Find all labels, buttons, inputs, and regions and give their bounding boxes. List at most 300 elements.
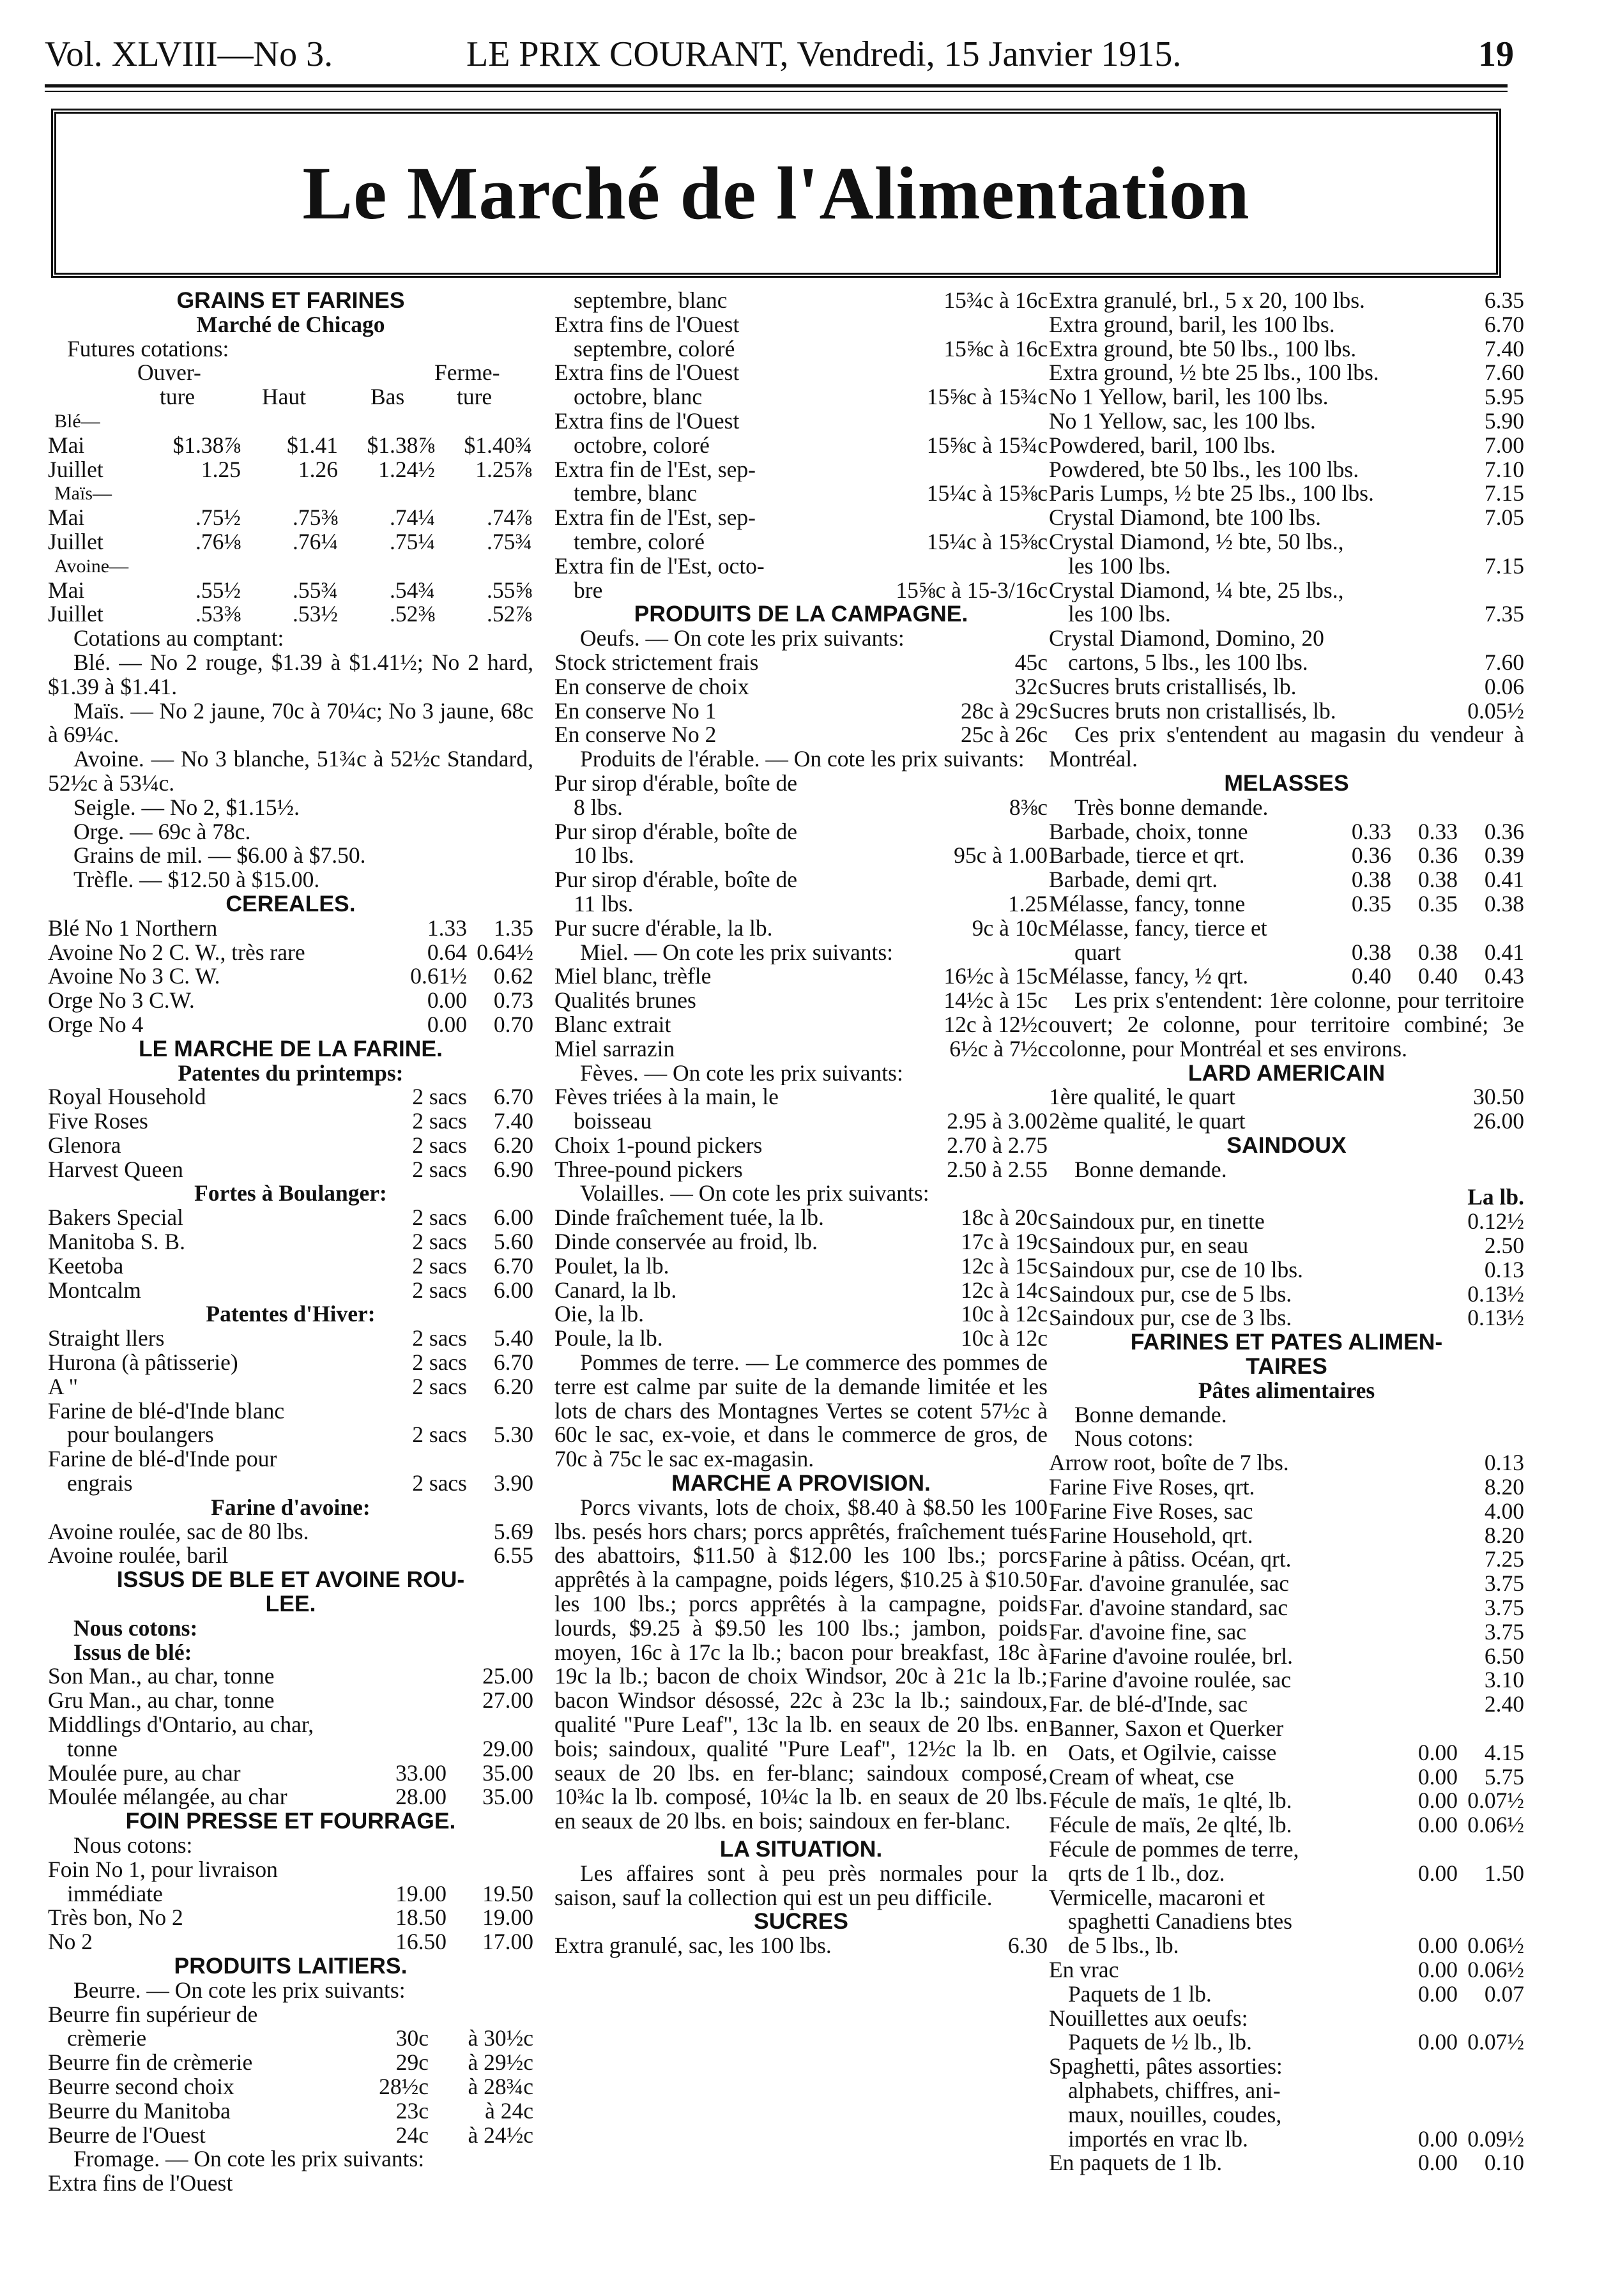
list-item — [1049, 820, 1524, 844]
item-label: Stock strictement frais — [554, 650, 759, 675]
futures-label: Futures cotations: — [67, 337, 229, 361]
list-item — [1049, 337, 1524, 361]
paragraph: Seigle. — No 2, $1.15½. — [73, 794, 300, 820]
item-label: Royal Household — [48, 1085, 206, 1110]
list-item — [48, 1544, 533, 1568]
molasses-list — [1049, 820, 1524, 916]
item-value: 12c à 12½c — [943, 1012, 1048, 1037]
item-label: Farine d'avoine roulée, sac — [1049, 1668, 1291, 1693]
paragraph: Beurre. — On cote les prix suivants: — [73, 1978, 406, 2003]
list-item — [1049, 1500, 1524, 1524]
item-value: 8⅜c — [1009, 795, 1048, 820]
item-label: Farine à pâtiss. Océan, qrt. — [1049, 1547, 1292, 1572]
list-item — [1049, 313, 1524, 337]
list-item — [1049, 675, 1524, 699]
item-value: 5.90 — [1484, 409, 1524, 434]
section-heading: LE MARCHE DE LA FARINE. — [139, 1035, 443, 1061]
item-value: 95c à 1.00 — [954, 844, 1048, 869]
list-item: tonne 29.00 — [67, 1737, 533, 1761]
list-item — [554, 1230, 1048, 1254]
item-value: 14½c à 15c — [943, 989, 1048, 1013]
item-value: 18.50 — [395, 1906, 447, 1931]
item-value: 0.06 — [1484, 674, 1524, 699]
item-label: Orge No 4 — [48, 1012, 144, 1037]
item-label: Far. de blé-d'Inde, sac — [1049, 1692, 1248, 1717]
list-item — [48, 1785, 533, 1809]
item-value: 33.00 — [395, 1761, 447, 1786]
item-value: 12c à 14c — [960, 1278, 1048, 1303]
item-value: 2 sacs — [412, 1374, 467, 1399]
item-label: Moulée pure, au char — [48, 1761, 241, 1786]
list-item — [1049, 1645, 1524, 1669]
item-label: Paris Lumps, ½ bte 25 lbs., 100 lbs. — [1049, 482, 1374, 506]
list-item — [1049, 1789, 1524, 1813]
list-item — [554, 1327, 1048, 1351]
item-value: 0.36 — [1351, 844, 1391, 869]
item-value: 28c à 29c — [960, 699, 1048, 724]
section-title: Le Marché de l'Alimentation — [302, 151, 1250, 235]
paragraph: Nous cotons: — [1074, 1427, 1194, 1452]
futures-value: .75½ — [195, 505, 241, 531]
list-item — [1049, 1475, 1524, 1500]
subheading: Nous cotons: — [73, 1834, 193, 1858]
list-item — [554, 1254, 1048, 1279]
item-label: Far. d'avoine standard, sac — [1049, 1596, 1288, 1620]
item-label: 2ème qualité, le quart — [1049, 1109, 1246, 1134]
list-item: importés en vrac lb. 0.00 0.09½ — [1068, 2127, 1524, 2152]
item-label: Extra fin de l'Est, sep- — [554, 457, 756, 482]
item-value: 0.62 — [493, 964, 533, 989]
item-value: 25.00 — [482, 1664, 533, 1689]
item-label: Farine Five Roses, qrt. — [1049, 1475, 1255, 1500]
list-item — [554, 1302, 1048, 1327]
item-label: Sucres bruts cristallisés, lb. — [1049, 674, 1297, 699]
futures-row — [48, 602, 533, 627]
list-item — [554, 409, 1048, 434]
item-value — [898, 458, 1048, 482]
item-label: Sucres bruts non cristallisés, lb. — [1049, 699, 1336, 724]
item-label: Bakers Special — [48, 1206, 183, 1231]
item-value: 0.64 — [427, 940, 467, 965]
item-label: Crystal Diamond, bte 100 lbs. — [1049, 506, 1321, 530]
list-item — [48, 1158, 533, 1182]
item-label: Farine Household, qrt. — [1049, 1523, 1253, 1548]
section-banner — [51, 109, 1501, 278]
item-value: 15¼c à 15⅜c — [926, 482, 1048, 506]
item-value: 35.00 — [482, 1761, 533, 1786]
item-value: 7.40 — [493, 1109, 533, 1134]
item-label: Straight llers — [48, 1327, 165, 1351]
futures-value: .55½ — [195, 577, 241, 603]
item-value: 15⅝c à 15¾c — [926, 433, 1048, 458]
item-label: Cream of wheat, cse — [1049, 1765, 1234, 1790]
list-item — [554, 699, 1048, 724]
futures-row — [48, 506, 533, 530]
paragraph: Maïs. — No 2 jaune, 70c à 70¼c; No 3 jaune, 68c à 69¼c. — [48, 697, 533, 748]
list-item — [48, 1520, 533, 1544]
month-label: Mai — [48, 432, 85, 458]
flour-list — [48, 1327, 533, 1399]
honey-list — [554, 964, 1048, 1061]
item-label: Avoine roulée, sac de 80 lbs. — [48, 1519, 309, 1544]
item-value: 15⅝c à 15-3/16c — [896, 578, 1048, 603]
futures-value: 1.25 — [201, 456, 241, 482]
list-item: Nouillettes aux oeufs: — [1049, 2006, 1248, 2031]
list-item — [1049, 699, 1524, 724]
item-value: 12c à 15c — [960, 1254, 1048, 1279]
list-item — [1049, 409, 1524, 434]
maple-list — [554, 772, 1048, 916]
paragraph: Bonne demande. — [1074, 1157, 1227, 1182]
month-label: Juillet — [48, 601, 103, 627]
column-1 — [48, 289, 533, 2275]
pasta-list — [1049, 1765, 1524, 1837]
futures-value: .74⅞ — [487, 505, 532, 531]
paragraph: Très bonne demande. — [1074, 795, 1269, 820]
list-item: alphabets, chiffres, ani- — [1068, 2078, 1281, 2103]
item-value: 0.41 — [1484, 868, 1524, 892]
list-item: Pur sirop d'érable, boîte de — [554, 771, 798, 796]
list-item — [1049, 1692, 1524, 1717]
futures-value: 1.24½ — [378, 456, 435, 482]
column-2 — [554, 289, 1048, 2275]
list-item — [554, 964, 1048, 989]
paragraph: Produits de l'érable. — On cote les prix suivants: — [580, 746, 1025, 772]
item-label: septembre, coloré — [574, 337, 735, 361]
list-item — [554, 482, 1048, 506]
item-value: 19.00 — [482, 1906, 533, 1931]
item-value — [898, 313, 1048, 337]
list-item: Spaghetti, pâtes assorties: — [1049, 2055, 1283, 2079]
item-value: 8.20 — [1484, 1475, 1524, 1500]
item-value: à 29½c — [468, 2051, 533, 2075]
item-value: 0.33 — [1351, 819, 1391, 844]
list-item — [1049, 1620, 1524, 1645]
futures-value: .74¼ — [390, 505, 435, 531]
item-label: Barbade, tierce et qrt. — [1049, 844, 1245, 869]
futures-row — [48, 458, 533, 482]
item-value: 5.95 — [1484, 385, 1524, 409]
list-item: Middlings d'Ontario, au char, — [48, 1713, 314, 1737]
item-label: Extra fins de l'Ouest — [554, 361, 740, 386]
item-value: 2 sacs — [412, 1109, 467, 1134]
list-item — [554, 796, 1048, 820]
item-label: Arrow root, boîte de 7 lbs. — [1049, 1451, 1289, 1476]
item-value: 32c — [1014, 674, 1048, 699]
item-value: 5.40 — [493, 1327, 533, 1351]
item-value: 10c à 12c — [960, 1327, 1048, 1351]
item-label: Fécule de maïs, 2e qlté, lb. — [1049, 1813, 1292, 1837]
item-value: 6.35 — [1484, 289, 1524, 313]
futures-value: 1.25⅞ — [475, 456, 532, 482]
list-item — [554, 313, 1048, 337]
list-item — [554, 458, 1048, 482]
item-value: 6.20 — [493, 1374, 533, 1399]
month-label: Juillet — [48, 528, 103, 554]
item-value: 15¾c à 16c — [943, 289, 1048, 313]
list-item: En vrac 0.00 0.06½ — [1049, 1958, 1524, 1982]
list-item — [48, 1375, 533, 1399]
list-item: engrais 2 sacs 3.90 — [67, 1471, 533, 1496]
list-item — [48, 1761, 533, 1786]
list-item — [554, 337, 1048, 361]
list-item — [554, 1013, 1048, 1037]
item-value: 7.25 — [1484, 1547, 1524, 1572]
list-item — [48, 1930, 533, 1954]
item-label: Powdered, bte 50 lbs., les 100 lbs. — [1049, 457, 1359, 482]
item-label: No 1 Yellow, baril, les 100 lbs. — [1049, 385, 1329, 409]
list-item — [48, 2075, 533, 2099]
section-heading: LA SITUATION. — [719, 1836, 883, 1862]
egg-list — [554, 651, 1048, 747]
item-value: 35.00 — [482, 1785, 533, 1810]
list-item — [1049, 1572, 1524, 1596]
volume-number: Vol. XLVIII—No 3. — [45, 34, 333, 74]
list-item — [1049, 458, 1524, 482]
futures-row — [48, 530, 533, 554]
item-value: 8.20 — [1484, 1523, 1524, 1548]
item-value: 0.07½ — [1467, 1789, 1524, 1814]
paragraph: Porcs vivants, lots de choix, $8.40 à $8.50 les 100 lbs. pesés hors chars; porcs apprêtés, fraîchement tués des abattoirs, $11.50 à $12.00 les 100 lbs.; porcs apprêtés à la campagne, poids légers, $10.25 à $10.50 les 100 lbs.; porcs apprêtés à la campagne, poids lourds, $9.25 à $9.50 les 100 lbs.; jambon, poids moyen, 16c à 17c la lb.; bacon pour breakfast, 18c à 19c la lb.; bacon de choix Windsor, 20c à 21c la lb.; bacon Windsor désossé, 22c à 23c la lb.; saindoux, qualité "Pure Leaf", 13c la lb. en seaux de 20 lbs. en bois; saindoux, qualité "Pure Leaf", 12½c la lb. en seaux de 20 lbs. en fer-blanc; saindoux composé, 10¾c la lb. composé, 10¼c la lb. en seaux de 20 lbs. en seaux de 20 lbs. en bois; saindoux en fer-blanc. — [554, 1494, 1048, 1834]
list-item: crèmerie 30c à 30½c — [67, 2026, 533, 2051]
futures-value: 1.26 — [298, 456, 338, 482]
header-rule — [45, 84, 1508, 87]
item-label: Moulée mélangée, au char — [48, 1785, 287, 1810]
item-value: 1.35 — [493, 916, 533, 941]
item-value: 0.38 — [1351, 868, 1391, 892]
list-item: Pur sucre d'érable, la lb. 9c à 10c — [554, 916, 1048, 941]
item-value: 0.61½ — [410, 964, 467, 989]
item-label: 8 lbs. — [574, 795, 623, 820]
item-value: 7.40 — [1484, 337, 1524, 361]
list-item: Extra granulé, sac, les 100 lbs. 6.30 — [554, 1934, 1048, 1958]
list-item — [1049, 1234, 1524, 1258]
item-value: 0.13½ — [1467, 1306, 1524, 1331]
item-value: 5.75 — [1484, 1765, 1524, 1790]
section-heading: ISSUS DE BLE ET AVOINE ROU- — [116, 1567, 465, 1593]
item-label: Extra ground, ½ bte 25 lbs., 100 lbs. — [1049, 361, 1379, 386]
item-label: En conserve de choix — [554, 674, 749, 699]
month-label: Mai — [48, 577, 85, 603]
item-label: En conserve No 2 — [554, 723, 717, 748]
item-value: 0.05½ — [1467, 699, 1524, 724]
paragraph: Grains de mil. — $6.00 à $7.50. — [73, 842, 366, 869]
list-item: Fèves triées à la main, le — [554, 1085, 779, 1110]
item-label: octobre, blanc — [574, 385, 703, 409]
flour-list — [48, 1206, 533, 1302]
list-item: Farine de blé-d'Inde pour — [48, 1447, 277, 1472]
list-item — [48, 1279, 533, 1303]
item-value: 23c — [395, 2099, 429, 2124]
item-value: 29c — [395, 2051, 429, 2075]
item-label: Canard, la lb. — [554, 1278, 677, 1303]
column-3 — [1049, 289, 1524, 2275]
list-item: Fécule de pommes de terre, — [1049, 1837, 1299, 1862]
item-value: 25c à 26c — [960, 723, 1048, 748]
list-item — [48, 1230, 533, 1254]
item-value: 2.70 à 2.75 — [947, 1133, 1048, 1158]
list-item: Paquets de 1 lb. 0.00 0.07 — [1068, 1982, 1524, 2007]
list-item — [554, 1279, 1048, 1303]
list-item: Mélasse, fancy, ½ qrt. 0.40 0.40 0.43 — [1049, 964, 1524, 989]
issus-list — [48, 1664, 533, 1713]
list-item — [48, 2099, 533, 2124]
item-value: 0.35 — [1351, 892, 1391, 916]
item-label: Extra granulé, brl., 5 x 20, 100 lbs. — [1049, 289, 1365, 313]
item-label: A " — [48, 1374, 79, 1399]
item-value: 7.05 — [1484, 506, 1524, 530]
list-item — [48, 1254, 533, 1279]
list-item — [1049, 1668, 1524, 1692]
saindoux-list — [1049, 1210, 1524, 1330]
list-item — [48, 1664, 533, 1689]
item-value: 28.00 — [395, 1785, 447, 1810]
item-label: Montcalm — [48, 1278, 141, 1303]
list-item — [48, 1206, 533, 1230]
group-label: Maïs— — [54, 483, 112, 505]
subheading: Fortes à Boulanger: — [194, 1180, 387, 1206]
item-value: 15⅝c à 15¾c — [926, 385, 1048, 409]
item-label: Extra ground, baril, les 100 lbs. — [1049, 312, 1335, 337]
pasta-list — [1049, 1451, 1524, 1717]
item-label: Far. d'avoine fine, sac — [1049, 1620, 1247, 1645]
item-value: 6.20 — [493, 1133, 533, 1158]
item-value: 0.00 — [1417, 1813, 1458, 1837]
item-label: Beurre second choix — [48, 2074, 234, 2099]
list-item — [48, 2124, 533, 2148]
futures-value: $1.41 — [287, 432, 338, 458]
futures-table-header — [48, 361, 533, 409]
item-label: Miel sarrazin — [554, 1037, 675, 1061]
item-value: 0.00 — [1417, 1789, 1458, 1814]
list-item — [554, 1206, 1048, 1230]
section-heading: SAINDOUX — [1226, 1132, 1347, 1158]
item-value: 45c — [1014, 650, 1048, 675]
item-label: tembre, blanc — [574, 482, 698, 506]
item-label: Five Roses — [48, 1109, 148, 1134]
futures-value: .53⅜ — [195, 601, 241, 627]
col-header: Bas — [370, 384, 405, 410]
item-label: Saindoux pur, cse de 3 lbs. — [1049, 1306, 1292, 1331]
item-value: 16½c à 15c — [943, 964, 1048, 989]
section-heading: PRODUITS DE LA CAMPAGNE. — [634, 601, 968, 627]
subheading: Marché de Chicago — [196, 311, 385, 337]
item-value: 2.50 — [1484, 1234, 1524, 1258]
list-item — [1049, 1596, 1524, 1620]
futures-value: $1.38⅞ — [172, 432, 241, 458]
futures-value: .55⅝ — [487, 577, 532, 603]
list-item — [1049, 1813, 1524, 1837]
futures-value: .52⅜ — [390, 601, 435, 627]
subheading: Issus de blé: — [73, 1639, 192, 1665]
item-value: 0.06½ — [1467, 1813, 1524, 1837]
month-label: Juillet — [48, 456, 103, 482]
paragraph: Trèfle. — $12.50 à $15.00. — [73, 867, 320, 893]
cheese-list — [554, 289, 1048, 602]
item-label: En conserve No 1 — [554, 699, 717, 724]
poultry-list — [554, 1206, 1048, 1351]
month-label: Mai — [48, 505, 85, 531]
list-item — [554, 1134, 1048, 1158]
item-value: 0.38 — [1484, 892, 1524, 916]
item-value: 2 sacs — [412, 1133, 467, 1158]
item-label: Très bon, No 2 — [48, 1906, 183, 1931]
item-label: Barbade, choix, tonne — [1049, 819, 1248, 844]
list-item: maux, nouilles, coudes, — [1068, 2102, 1282, 2127]
item-label: Extra ground, bte 50 lbs., 100 lbs. — [1049, 337, 1357, 361]
list-item: Crystal Diamond, Domino, 20 — [1049, 627, 1324, 651]
item-label: bre — [574, 578, 603, 603]
paragraph: Les affaires sont à peu près normales pour la saison, sauf la collection qui est un peu difficile. — [554, 1860, 1048, 1910]
item-value: 0.13 — [1484, 1451, 1524, 1476]
item-value: 2.50 à 2.55 — [947, 1157, 1048, 1182]
col-header: Ouver- — [137, 360, 201, 386]
item-value: 2 sacs — [412, 1157, 467, 1182]
list-item — [1049, 1306, 1524, 1330]
list-item — [1049, 1547, 1524, 1572]
list-item — [1049, 1524, 1524, 1548]
list-item — [48, 1013, 533, 1037]
list-item: qrts de 1 lb., doz. 0.00 1.50 — [1068, 1861, 1524, 1886]
publication-title: LE PRIX COURANT, Vendredi, 15 Janvier 1915. — [466, 34, 1182, 74]
item-label: Farine d'avoine roulée, brl. — [1049, 1644, 1293, 1669]
butter-list — [48, 2051, 533, 2147]
list-item — [48, 1109, 533, 1134]
item-value: 18c à 20c — [960, 1206, 1048, 1231]
col-header: Haut — [262, 384, 307, 410]
item-label: Beurre du Manitoba — [48, 2099, 231, 2124]
item-value: 6.50 — [1484, 1644, 1524, 1669]
item-value: 6.90 — [493, 1157, 533, 1182]
item-value: 6.55 — [493, 1544, 533, 1569]
sugar-list — [1049, 675, 1524, 724]
list-item — [48, 1906, 533, 1930]
paragraph: Pommes de terre. — Le commerce des pommes de terre est calme par suite de la demande limitée et les lots de chars des Montagnes Vertes se cotent 57½c à 60c le sac, ex-voie, et dans le commerce de gros, de 70c à 75c le sac ex-magasin. — [554, 1349, 1048, 1472]
item-label: Avoine No 2 C. W., très rare — [48, 940, 305, 965]
item-label: Keetoba — [48, 1254, 124, 1279]
flour-list — [48, 1085, 533, 1182]
item-label: Blé No 1 Northern — [48, 916, 218, 941]
item-label: Fécule de maïs, 1e qlté, lb. — [1049, 1789, 1292, 1814]
item-value: 4.00 — [1484, 1499, 1524, 1524]
item-label: Choix 1-pound pickers — [554, 1133, 763, 1158]
paragraph: Oeufs. — On cote les prix suivants: — [580, 627, 905, 651]
item-value: 17c à 19c — [960, 1230, 1048, 1254]
paragraph: Ces prix s'entendent au magasin du vendeur à Montréal. — [1049, 722, 1524, 772]
item-value: 2 sacs — [412, 1254, 467, 1279]
item-label: Miel blanc, trèfle — [554, 964, 712, 989]
futures-value: .75¼ — [390, 528, 435, 554]
list-item — [1049, 868, 1524, 892]
item-label: Avoine roulée, baril — [48, 1544, 229, 1569]
list-item: Crystal Diamond, ¼ bte, 25 lbs., — [1049, 578, 1344, 603]
lard-list — [1049, 1085, 1524, 1134]
sugar-list — [1049, 289, 1524, 530]
item-label: Hurona (à pâtisserie) — [48, 1351, 238, 1375]
item-label: Farine Five Roses, sac — [1049, 1499, 1253, 1524]
item-value: 0.38 — [1417, 868, 1458, 892]
item-value: 7.15 — [1484, 482, 1524, 506]
item-value: 6.00 — [493, 1206, 533, 1231]
item-value: 0.70 — [493, 1012, 533, 1037]
list-item: immédiate 19.00 19.50 — [67, 1882, 533, 1906]
list-item — [1049, 1085, 1524, 1109]
item-label: Saindoux pur, en seau — [1049, 1234, 1249, 1258]
cereales-table — [48, 916, 533, 1037]
item-label: 10 lbs. — [574, 844, 634, 869]
section-heading: MARCHE A PROVISION. — [671, 1470, 931, 1496]
item-value: 7.10 — [1484, 457, 1524, 482]
